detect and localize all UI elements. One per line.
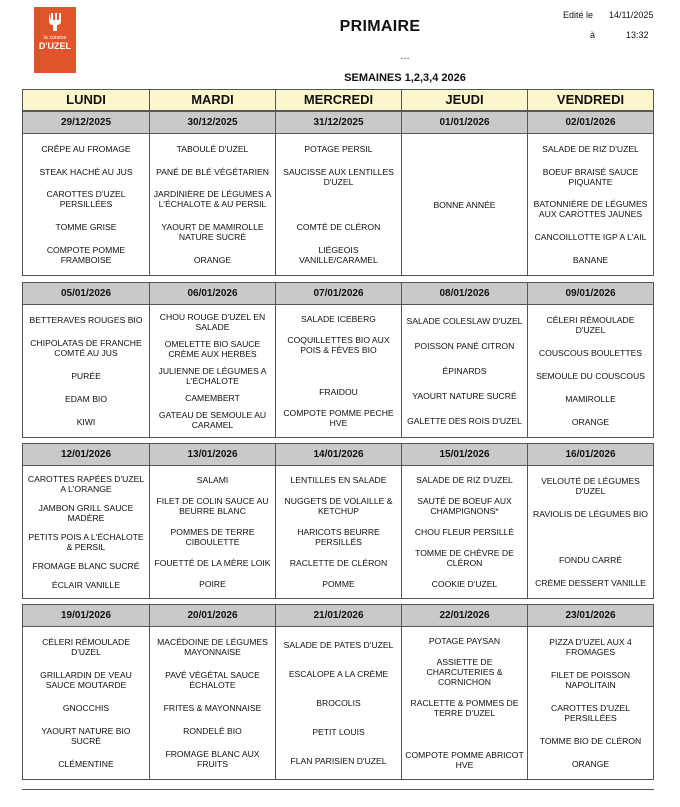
menu-item: SALADE DE RIZ D'UZEL xyxy=(542,144,639,155)
day-date: 08/01/2026 xyxy=(402,283,527,305)
menu-item: ORANGE xyxy=(571,758,610,769)
menu-item: RAVIOLIS DE LÉGUMES BIO xyxy=(533,509,648,520)
menu-item: ESCALOPE A LA CRÈME xyxy=(288,669,389,680)
week-block xyxy=(22,282,654,438)
menu-item: COMPOTE POMME FRAMBOISE xyxy=(46,244,126,265)
menu-item: KIWI xyxy=(76,416,96,427)
day-cell xyxy=(275,112,401,275)
day-cell xyxy=(401,112,527,275)
day-date: 30/12/2025 xyxy=(150,112,275,134)
day-date: 13/01/2026 xyxy=(150,444,275,466)
day-date: 19/01/2026 xyxy=(23,605,149,627)
menu-item: RONDELÉ BIO xyxy=(183,725,242,736)
menu-item: POMMES DE TERRE CIBOULETTE xyxy=(170,526,255,547)
day-cell xyxy=(401,283,527,437)
menu-item: CHIPOLATAS DE FRANCHE COMTÉ AU JUS xyxy=(30,338,142,359)
menu-item: CÉLERI RÉMOULADE D'UZEL xyxy=(546,315,635,336)
menu-item: COMTÉ DE CLÉRON xyxy=(296,222,381,233)
day-date: 14/01/2026 xyxy=(276,444,401,466)
subtitle-dots: ... xyxy=(400,50,410,62)
menu-item: FOUETTÉ DE LA MÈRE LOIK xyxy=(154,557,271,568)
edited-label: Edité le xyxy=(563,10,594,20)
menu-items xyxy=(276,627,401,779)
menu-item: PETITS POIS A L'ÉCHALOTE & PERSIL xyxy=(28,531,144,552)
menu-item: CAMEMBERT xyxy=(185,392,240,403)
menu-item: FROMAGE BLANC AUX FRUITS xyxy=(165,748,260,769)
menu-item: HARICOTS BEURRE PERSILLÉS xyxy=(297,526,380,547)
menu-items xyxy=(150,305,275,437)
day-cell xyxy=(401,605,527,779)
menu-item: GRILLARDIN DE VEAU SAUCE MOUTARDE xyxy=(40,670,132,691)
menu-item: JULIENNE DE LÉGUMES A L'ÉCHALOTE xyxy=(158,365,267,386)
weeks-heading: SEMAINES 1,2,3,4 2026 xyxy=(344,72,466,84)
menu-item: TOMME DE CHÈVRE DE CLÉRON xyxy=(415,547,514,568)
menu-item: CRÊPE AU FROMAGE xyxy=(41,144,131,155)
menu-item: CANCOILLOTTE IGP A L'AIL xyxy=(534,232,647,243)
day-date: 31/12/2025 xyxy=(276,112,401,134)
day-cell xyxy=(149,605,275,779)
day-cell xyxy=(527,605,653,779)
menu-item: YAOURT NATURE BIO SUCRÉ xyxy=(41,725,131,746)
day-header-friday: VENDREDI xyxy=(527,90,653,110)
day-cell xyxy=(23,605,149,779)
fork-icon xyxy=(45,12,65,32)
menu-item: RACLETTE & POMMES DE TERRE D'UZEL xyxy=(410,697,519,718)
menu-item: EDAM BIO xyxy=(64,393,108,404)
menu-item: CAROTTES RAPÉES D'UZEL A L'ORANGE xyxy=(27,474,145,495)
day-date: 29/12/2025 xyxy=(23,112,149,134)
menu-item: FLAN PARISIEN D'UZEL xyxy=(290,755,387,766)
menu-item: BANANE xyxy=(572,254,609,265)
page-title: PRIMAIRE xyxy=(339,18,421,35)
week-block xyxy=(22,443,654,599)
day-cell xyxy=(23,112,149,275)
day-date: 21/01/2026 xyxy=(276,605,401,627)
logo-line2: D'UZEL xyxy=(38,41,72,51)
menu-item: MAMIROLLE xyxy=(565,393,616,404)
day-cell xyxy=(401,444,527,598)
day-date: 23/01/2026 xyxy=(528,605,653,627)
menu-item: LIÉGEOIS VANILLE/CARAMEL xyxy=(299,244,378,265)
menu-item: OMELETTE BIO SAUCE CRÈME AUX HERBES xyxy=(164,339,261,360)
day-cell xyxy=(275,444,401,598)
menu-item: PETIT LOUIS xyxy=(312,726,365,737)
menu-item: CHOU ROUGE D'UZEL EN SALADE xyxy=(159,312,266,333)
menu-item: BONNE ANNÉE xyxy=(433,199,496,210)
menu-item: PANÉ DE BLÉ VÉGÉTARIEN xyxy=(156,166,269,177)
day-date: 12/01/2026 xyxy=(23,444,149,466)
menu-item: SALADE ICEBERG xyxy=(301,314,376,325)
day-date: 16/01/2026 xyxy=(528,444,653,466)
menu-item: COQUILLETTES BIO AUX POIS & FÈVES BIO xyxy=(287,335,390,356)
menu-items xyxy=(402,305,527,437)
day-cell xyxy=(527,444,653,598)
day-date: 15/01/2026 xyxy=(402,444,527,466)
day-cell xyxy=(149,444,275,598)
menu-item: FILET DE POISSON NAPOLITAIN xyxy=(550,670,631,691)
menu-items xyxy=(276,134,401,275)
menu-item: FILET DE COLIN SAUCE AU BEURRE BLANC xyxy=(156,496,269,517)
menu-item: GALETTE DES ROIS D'UZEL xyxy=(407,415,522,426)
day-cell xyxy=(149,112,275,275)
menu-items xyxy=(528,627,653,779)
menu-item: LENTILLES EN SALADE xyxy=(290,475,387,486)
menu-item: TOMME BIO DE CLÉRON xyxy=(539,735,642,746)
menu-item: FROMAGE BLANC SUCRÉ xyxy=(32,560,140,571)
menu-item xyxy=(279,199,398,209)
menu-items xyxy=(276,466,401,598)
menu-items xyxy=(150,134,275,275)
menu-item: SAUTÉ DE BOEUF AUX CHAMPIGNONS* xyxy=(417,496,512,517)
day-date: 06/01/2026 xyxy=(150,283,275,305)
menu-item: STEAK HACHÉ AU JUS xyxy=(39,166,133,177)
day-cell xyxy=(23,283,149,437)
menu-item: CAROTTES D'UZEL PERSILLÉES xyxy=(46,189,126,210)
menu-item: POIRE xyxy=(199,578,226,589)
menu-item: POTAGE PERSIL xyxy=(304,144,373,155)
menu-item xyxy=(405,729,524,739)
day-cell xyxy=(275,283,401,437)
menu-item xyxy=(531,532,650,542)
menu-item: SALADE DE PATES D'UZEL xyxy=(283,640,394,651)
day-header-tuesday: MARDI xyxy=(149,90,275,110)
day-cell xyxy=(527,283,653,437)
menu-item: COOKIE D'UZEL xyxy=(431,578,498,589)
menu-item: PAVÉ VÉGÉTAL SAUCE ÉCHALOTE xyxy=(165,670,260,691)
menu-items xyxy=(528,134,653,275)
menu-item: SALADE DE RIZ D'UZEL xyxy=(416,475,513,486)
bottom-divider xyxy=(22,789,654,790)
menu-item: SAUCISSE AUX LENTILLES D'UZEL xyxy=(283,166,394,187)
day-cell xyxy=(149,283,275,437)
menu-item: TOMME GRISE xyxy=(55,222,117,233)
menu-item: BROCOLIS xyxy=(316,697,361,708)
menu-item: POMME xyxy=(322,578,355,589)
menu-items xyxy=(276,305,401,437)
menu-items xyxy=(150,466,275,598)
menu-item: ÉPINARDS xyxy=(442,365,487,376)
menu-items xyxy=(402,466,527,598)
menu-item: BATONNIÈRE DE LÉGUMES AUX CAROTTES JAUNES xyxy=(533,199,648,220)
menu-item: TABOULÉ D'UZEL xyxy=(176,144,249,155)
menu-item: ORANGE xyxy=(193,254,232,265)
menu-item: SALAMI xyxy=(196,475,229,486)
menu-item xyxy=(279,366,398,376)
menu-item: COUSCOUS BOULETTES xyxy=(538,348,643,359)
day-date: 05/01/2026 xyxy=(23,283,149,305)
day-header-wednesday: MERCREDI xyxy=(275,90,401,110)
menu-item: COMPOTE POMME ABRICOT HVE xyxy=(405,749,524,770)
edited-time: 13:32 xyxy=(626,30,649,40)
menu-item: MACÉDOINE DE LÉGUMES MAYONNAISE xyxy=(157,637,268,658)
menu-item: PIZZA D'UZEL AUX 4 FROMAGES xyxy=(549,637,632,658)
week-block xyxy=(22,604,654,780)
day-date: 07/01/2026 xyxy=(276,283,401,305)
menu-items xyxy=(23,305,149,437)
menu-item: FONDU CARRÉ xyxy=(558,554,623,565)
menu-item: ORANGE xyxy=(571,416,610,427)
menu-items xyxy=(23,627,149,779)
menu-item: RACLETTE DE CLÉRON xyxy=(289,557,388,568)
menu-items xyxy=(402,627,527,779)
menu-item: ASSIETTE DE CHARCUTERIES & CORNICHON xyxy=(426,657,503,688)
menu-item: JAMBON GRILL SAUCE MADÈRE xyxy=(38,503,134,524)
menu-item: POISSON PANÉ CITRON xyxy=(414,341,515,352)
week-block xyxy=(22,111,654,276)
logo-line1: la cuisine xyxy=(43,35,67,41)
day-date: 22/01/2026 xyxy=(402,605,527,627)
menu-item: BETTERAVES ROUGES BIO xyxy=(29,315,143,326)
menu-items xyxy=(402,134,527,275)
menu-item: YAOURT DE MAMIROLLE NATURE SUCRÉ xyxy=(161,222,264,243)
menu-items xyxy=(150,627,275,779)
menu-items xyxy=(528,466,653,598)
day-cell xyxy=(23,444,149,598)
edited-date: 14/11/2025 xyxy=(609,10,654,20)
logo xyxy=(34,7,76,73)
menu-item: FRITES & MAYONNAISE xyxy=(163,702,262,713)
day-cell xyxy=(275,605,401,779)
day-cell xyxy=(527,112,653,275)
menu-item: ÉCLAIR VANILLE xyxy=(51,579,121,590)
menu-item: CAROTTES D'UZEL PERSILLÉES xyxy=(551,702,630,723)
menu-item: CRÈME DESSERT VANILLE xyxy=(535,577,646,588)
menu-item: GATEAU DE SEMOULE AU CARAMEL xyxy=(158,409,267,430)
menu-items xyxy=(528,305,653,437)
day-date: 02/01/2026 xyxy=(528,112,653,134)
menu-item: COMPOTE POMME PECHE HVE xyxy=(283,407,394,428)
menu-items xyxy=(23,134,149,275)
day-date: 09/01/2026 xyxy=(528,283,653,305)
menu-item: YAOURT NATURE SUCRÉ xyxy=(412,390,517,401)
menu-item: FRAIDOU xyxy=(319,386,358,397)
menu-item: CÉLERI RÉMOULADE D'UZEL xyxy=(42,637,130,658)
day-date: 01/01/2026 xyxy=(402,112,527,134)
time-label: à xyxy=(590,30,596,40)
menu-item: NUGGETS DE VOLAILLE & KETCHUP xyxy=(284,496,393,517)
menu-items xyxy=(23,466,149,598)
day-header-row xyxy=(22,89,654,111)
menu-item: JARDINIÈRE DE LÉGUMES A L'ÉCHALOTE & AU PERSIL xyxy=(153,189,272,210)
menu-item: CHOU FLEUR PERSILLÉ xyxy=(414,526,515,537)
menu-item: GNOCCHIS xyxy=(62,702,110,713)
menu-item: SALADE COLESLAW D'UZEL xyxy=(406,316,523,327)
menu-item: SEMOULE DU COUSCOUS xyxy=(536,370,645,381)
menu-item: POTAGE PAYSAN xyxy=(428,636,501,647)
menu-item: CLÉMENTINE xyxy=(58,758,114,769)
day-header-thursday: JEUDI xyxy=(401,90,527,110)
day-date: 20/01/2026 xyxy=(150,605,275,627)
menu-item: PURÉE xyxy=(71,370,101,381)
menu-item: BOEUF BRAISÉ SAUCE PIQUANTE xyxy=(542,166,639,187)
menu-item: VELOUTÉ DE LÉGUMES D'UZEL xyxy=(541,476,640,497)
day-header-monday: LUNDI xyxy=(66,92,106,107)
